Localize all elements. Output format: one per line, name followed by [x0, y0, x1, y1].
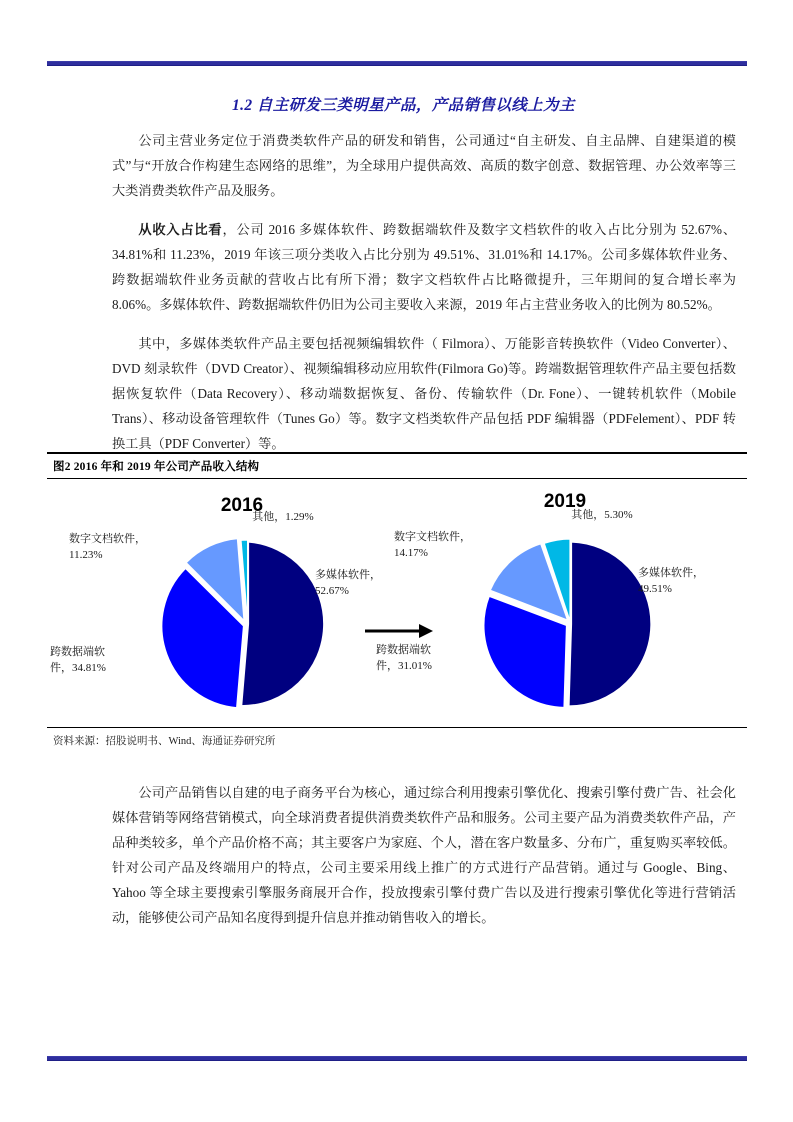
body-text-upper [112, 128, 736, 470]
paragraph-2-lead: 从收入占比看 [138, 222, 223, 237]
pie-chart-2016 [152, 529, 342, 719]
pie-2019-label-kuashuju: 跨数据端软 件，31.01% [376, 644, 432, 672]
pie-2016-label-duomeiti: 多媒体软件， 52.67% [315, 569, 381, 597]
pie-2019-label-shuziwendang: 数字文档软件， 14.17% [394, 531, 471, 559]
pie-2019-label-qita: 其他，5.30% [571, 509, 633, 521]
pie-2019-label-duomeiti: 多媒体软件， 49.51% [638, 567, 704, 595]
header-rule [47, 61, 747, 66]
right-arrow-icon [365, 621, 435, 641]
chart-2016-title: 2016 [220, 495, 264, 516]
figure-caption: 图2 2016 年和 2019 年公司产品收入结构 [47, 452, 747, 479]
section-heading: 1.2 自主研发三类明星产品，产品销售以线上为主 [232, 97, 575, 114]
body-text-lower [112, 780, 736, 944]
pie-2016-label-qita: 其他，1.29% [252, 511, 314, 523]
figure-2 [47, 452, 747, 751]
pie-chart-2019 [475, 529, 665, 719]
paragraph-4: 公司产品销售以自建的电子商务平台为核心，通过综合利用搜索引擎优化、搜索引擎付费广告、社会化媒体营销等网络营销模式，向全球消费者提供消费类软件产品和服务。公司主要产品为消费类软件产品，产品种类较多，单个产品价格不高；其主要客户为家庭、个人，潜在客户数量多、分布广，重复购买率较低。针对公司产品及终端用户的特点，公司主要采用线上推广的方式进行产品营销。通过与 Google、Bing、Yahoo 等全球主要搜索引擎服务商展开合作，投放搜索引擎付费广告以及进行搜索引擎优化等进行营销活动，能够使公司产品知名度得到提升信息并推动销售收入的增长。 [112, 785, 736, 925]
paragraph-2-rest: ，公司 2016 多媒体软件、跨数据端软件及数字文档软件的收入占比分别为 52.67%、34.81%和 11.23%，2019 年该三项分类收入占比分别为 49.51%、31.01%和 14.17%。公司多媒体软件业务、跨数据端软件业务贡献的营收占比有所下滑；数字文档软件占比略微提升，三年期间的复合增长率为 8.06%。多媒体软件、跨数据端软件仍旧为公司主要收入来源，2019 年占主营业务收入的比例为 80.52%。 [112, 222, 737, 312]
pie-2016-slice-duomeiti [242, 542, 324, 706]
figure-source: 资料来源：招股说明书、Wind、海通证券研究所 [47, 727, 747, 751]
footer-rule [47, 1056, 747, 1061]
paragraph-2 [112, 217, 736, 317]
paragraph-3: 其中，多媒体类软件产品主要包括视频编辑软件（ Filmora）、万能影音转换软件（Video Converter）、DVD 刻录软件（DVD Creator）、视频编辑移动应用软件(Filmora Go)等。跨端数据管理软件产品主要包括数据恢复软件（Data Recovery）、移动端数据恢复、备份、传输软件（Dr. Fone）、一键转机软件（Mobile Trans）、移动设备管理软件（Tunes Go）等。数字文档类软件产品包括 PDF 编辑器（PDFelement）、PDF 转换工具（PDF Converter）等。 [112, 336, 736, 451]
figure-body [47, 479, 747, 727]
pie-2016-label-shuziwendang: 数字文档软件， 11.23% [69, 533, 146, 561]
chart-2019-title: 2019 [543, 491, 587, 512]
pie-2016-label-kuashuju: 跨数据端软 件，34.81% [50, 646, 106, 674]
paragraph-1: 公司主营业务定位于消费类软件产品的研发和销售，公司通过“自主研发、自主品牌、自建渠道的模式”与“开放合作构建生态网络的思维”，为全球用户提供高效、高质的数字创意、数据管理、办公效率等三大类消费类软件产品及服务。 [112, 133, 736, 198]
